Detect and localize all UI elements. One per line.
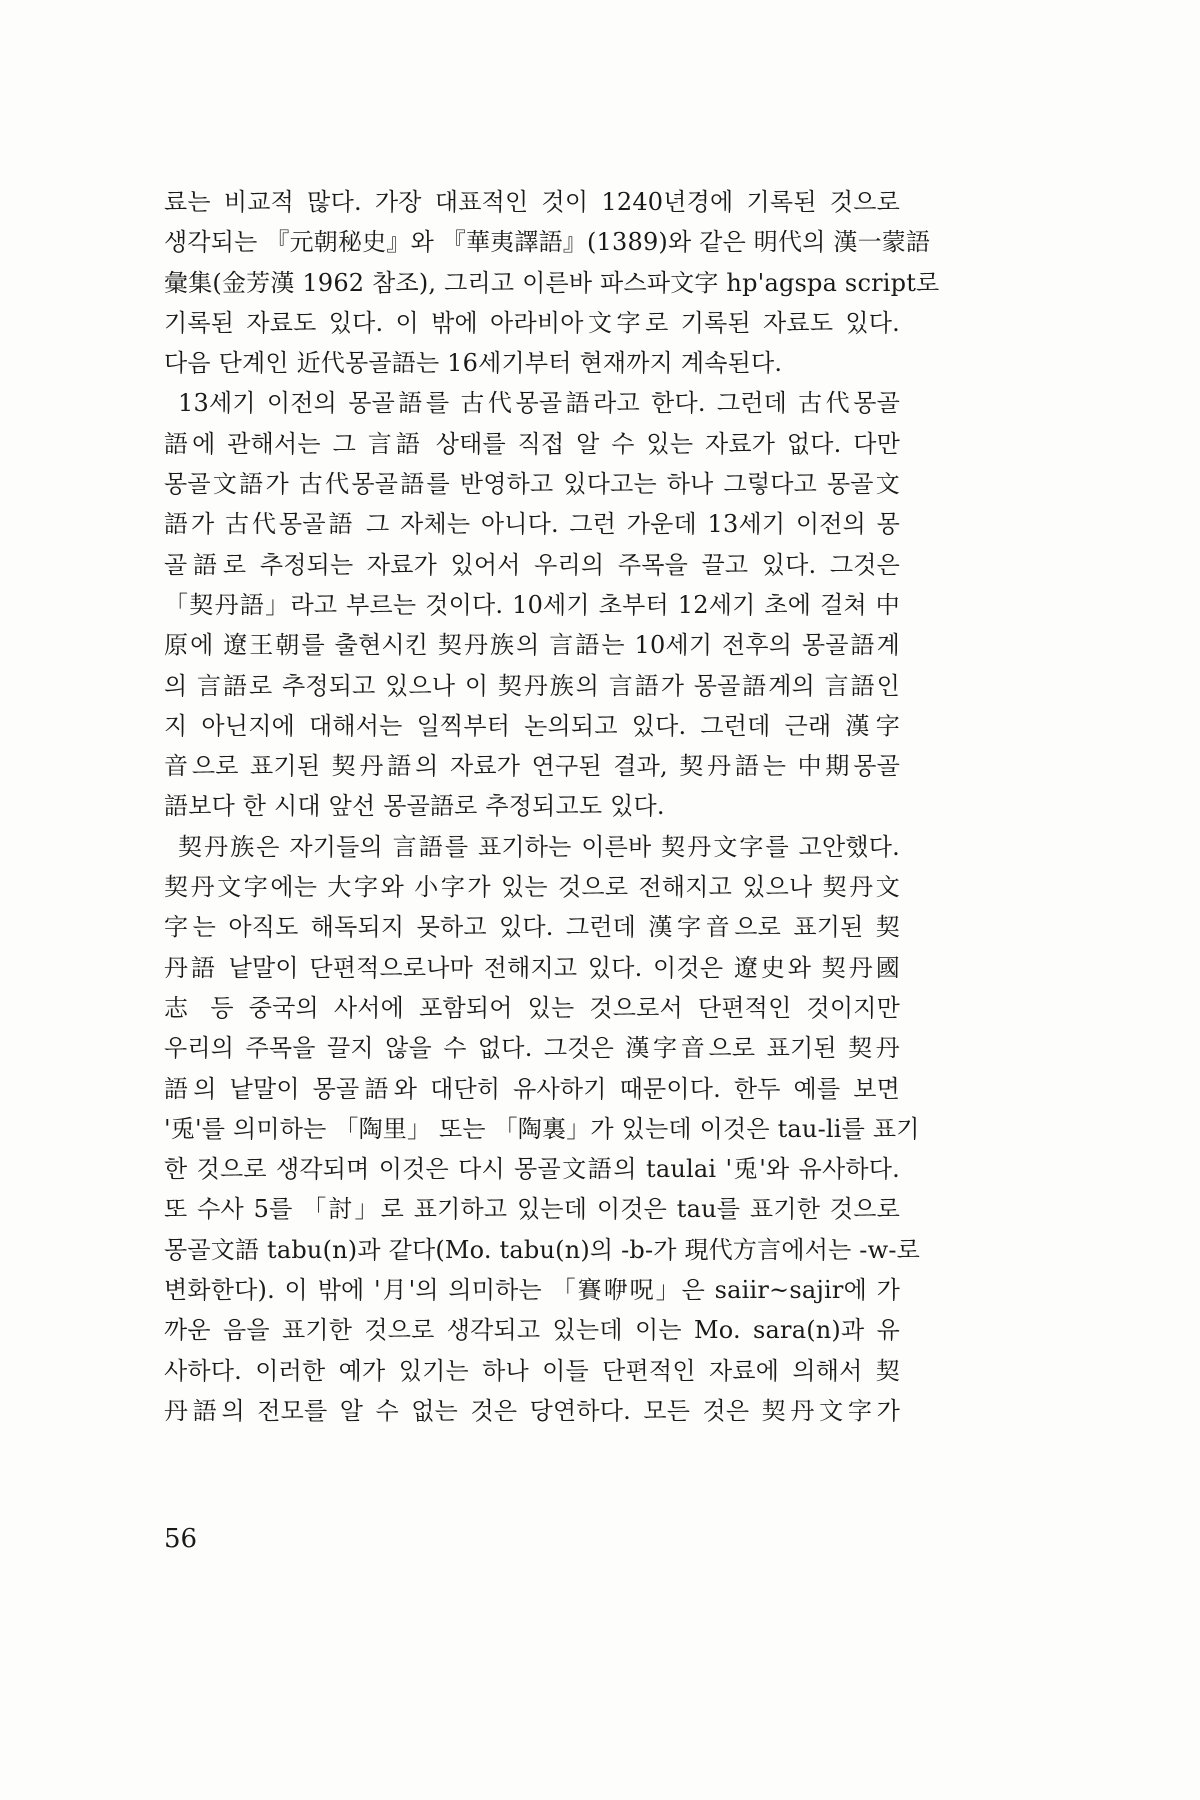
text-line: 丹語의 전모를 알 수 없는 것은 당연하다. 모든 것은 契丹文字가 [164, 1396, 900, 1425]
text-line: 語가 古代몽골語 그 자체는 아니다. 그런 가운데 13세기 이전의 몽 [164, 510, 900, 539]
text-line: 또 수사 5를 「討」로 표기하고 있는데 이것은 tau를 표기한 것으로 [164, 1195, 900, 1224]
text-line: 彙集(金芳漢 1962 참조), 그리고 이른바 파스파文字 hp'agspa script로 [164, 268, 940, 297]
text-line: 사하다. 이러한 예가 있기는 하나 이들 단편적인 자료에 의해서 契 [164, 1356, 900, 1385]
text-line: 志 등 중국의 사서에 포함되어 있는 것으로서 단편적인 것이지만 [164, 993, 900, 1022]
text-line: 변화한다). 이 밖에 '月'의 의미하는 「賽咿呪」은 saiir~sajir에 가 [164, 1276, 900, 1305]
text-line: 까운 음을 표기한 것으로 생각되고 있는데 이는 Mo. sara(n)과 유 [164, 1316, 900, 1345]
body-text [164, 182, 940, 1431]
text-line: 골語로 추정되는 자료가 있어서 우리의 주목을 끌고 있다. 그것은 [164, 550, 900, 579]
text-line: 13세기 이전의 몽골語를 古代몽골語라고 한다. 그런데 古代몽골 [178, 389, 900, 418]
text-line: 語보다 한 시대 앞선 몽골語로 추정되고도 있다. [164, 792, 665, 821]
text-line: 우리의 주목을 끌지 않을 수 없다. 그것은 漢字音으로 표기된 契丹 [164, 1034, 900, 1063]
text-line: 契丹文字에는 大字와 小字가 있는 것으로 전해지고 있으나 契丹文 [164, 873, 900, 902]
text-line: 丹語 낱말이 단편적으로나마 전해지고 있다. 이것은 遼史와 契丹國 [164, 953, 900, 982]
text-line: 原에 遼王朝를 출현시킨 契丹族의 言語는 10세기 전후의 몽골語계 [164, 631, 900, 660]
text-line: 몽골文語가 古代몽골語를 반영하고 있다고는 하나 그렇다고 몽골文 [164, 470, 900, 499]
text-line: 의 言語로 추정되고 있으나 이 契丹族의 言語가 몽골語계의 言語인 [164, 671, 900, 700]
text-line: 音으로 표기된 契丹語의 자료가 연구된 결과, 契丹語는 中期몽골 [164, 752, 900, 781]
text-line: 語의 낱말이 몽골語와 대단히 유사하기 때문이다. 한두 예를 보면 [164, 1074, 900, 1103]
text-line: 기록된 자료도 있다. 이 밖에 아라비아文字로 기록된 자료도 있다. [164, 308, 900, 337]
text-line: 몽골文語 tabu(n)과 같다(Mo. tabu(n)의 -b-가 現代方言에서는 -w-로 [164, 1235, 921, 1264]
text-line: 료는 비교적 많다. 가장 대표적인 것이 1240년경에 기록된 것으로 [164, 188, 900, 216]
text-line: 「契丹語」라고 부르는 것이다. 10세기 초부터 12세기 초에 걸쳐 中 [164, 590, 900, 619]
text-line: '兎'를 의미하는 「陶里」 또는 「陶裏」가 있는데 이것은 tau-li를 표기 [164, 1114, 920, 1143]
text-line: 契丹族은 자기들의 言語를 표기하는 이른바 契丹文字를 고안했다. [178, 832, 900, 861]
text-line: 다음 단계인 近代몽골語는 16세기부터 현재까지 계속된다. [164, 349, 783, 378]
text-line: 字는 아직도 해독되지 못하고 있다. 그런데 漢字音으로 표기된 契 [164, 913, 900, 942]
text-line: 지 아닌지에 대해서는 일찍부터 논의되고 있다. 그런데 근래 漢字 [164, 711, 900, 740]
text-line: 한 것으로 생각되며 이것은 다시 몽골文語의 taulai '兎'와 유사하다. [164, 1155, 900, 1184]
text-line: 語에 관해서는 그 言語 상태를 직접 알 수 있는 자료가 없다. 다만 [164, 429, 900, 458]
text-line: 생각되는 『元朝秘史』와 『華夷譯語』(1389)와 같은 明代의 漢一蒙語 [164, 228, 931, 257]
page-number: 56 [164, 1524, 198, 1554]
